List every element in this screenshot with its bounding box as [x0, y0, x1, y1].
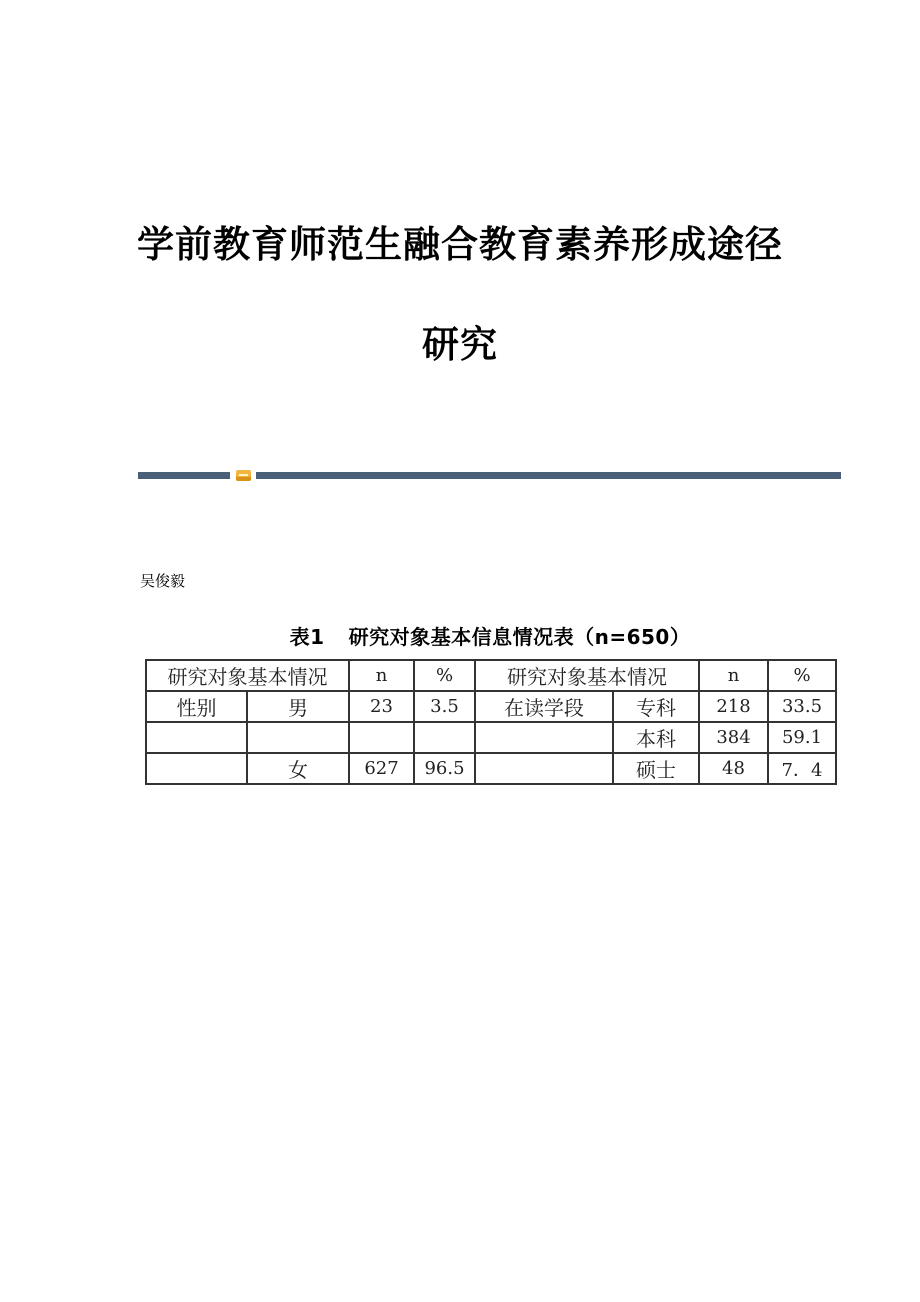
table-cell: 33.5: [768, 691, 836, 722]
table-cell: 48: [699, 753, 768, 784]
table-row: [146, 753, 836, 784]
table-cell: 627: [349, 753, 414, 784]
header-cell-percent-2: %: [768, 660, 836, 691]
table-cell: [146, 722, 247, 753]
table-cell: 384: [699, 722, 768, 753]
document-title-line-2: 研究: [422, 323, 498, 366]
table-cell: [475, 722, 613, 753]
table-cell: 女: [247, 753, 349, 784]
table-caption-text: 研究对象基本信息情况表（n=650）: [348, 625, 691, 649]
document-title-line-1: 学前教育师范生融合教育素养形成途径: [137, 223, 783, 266]
divider-ornament-icon: [236, 470, 251, 481]
table-cell: [146, 753, 247, 784]
header-cell-situation-2: 研究对象基本情况: [475, 660, 699, 691]
table-cell: 96.5: [414, 753, 475, 784]
table-cell: 专科: [613, 691, 699, 722]
table-caption-label: 表1: [289, 625, 325, 649]
table-cell: 性别: [146, 691, 247, 722]
table-cell: 23: [349, 691, 414, 722]
table-row: [146, 722, 836, 753]
table-caption: [145, 621, 835, 650]
table-cell: 男: [247, 691, 349, 722]
author-name: 吴俊毅: [140, 572, 186, 590]
table-cell: [349, 722, 414, 753]
table-row: [146, 691, 836, 722]
table-header-row: [146, 660, 836, 691]
table-cell: 218: [699, 691, 768, 722]
info-table: [145, 659, 837, 785]
header-cell-percent: %: [414, 660, 475, 691]
table-cell: 3.5: [414, 691, 475, 722]
header-cell-n-2: n: [699, 660, 768, 691]
table-cell: 硕士: [613, 753, 699, 784]
table-cell: 在读学段: [475, 691, 613, 722]
header-cell-n: n: [349, 660, 414, 691]
divider-bar-right: [256, 472, 841, 479]
table-cell: 59.1: [768, 722, 836, 753]
table-cell: [247, 722, 349, 753]
table-cell: [475, 753, 613, 784]
table-cell: 7．4: [768, 753, 836, 784]
table-cell: 本科: [613, 722, 699, 753]
header-cell-situation: 研究对象基本情况: [146, 660, 349, 691]
divider-bar-left: [138, 472, 230, 479]
table-cell: [414, 722, 475, 753]
